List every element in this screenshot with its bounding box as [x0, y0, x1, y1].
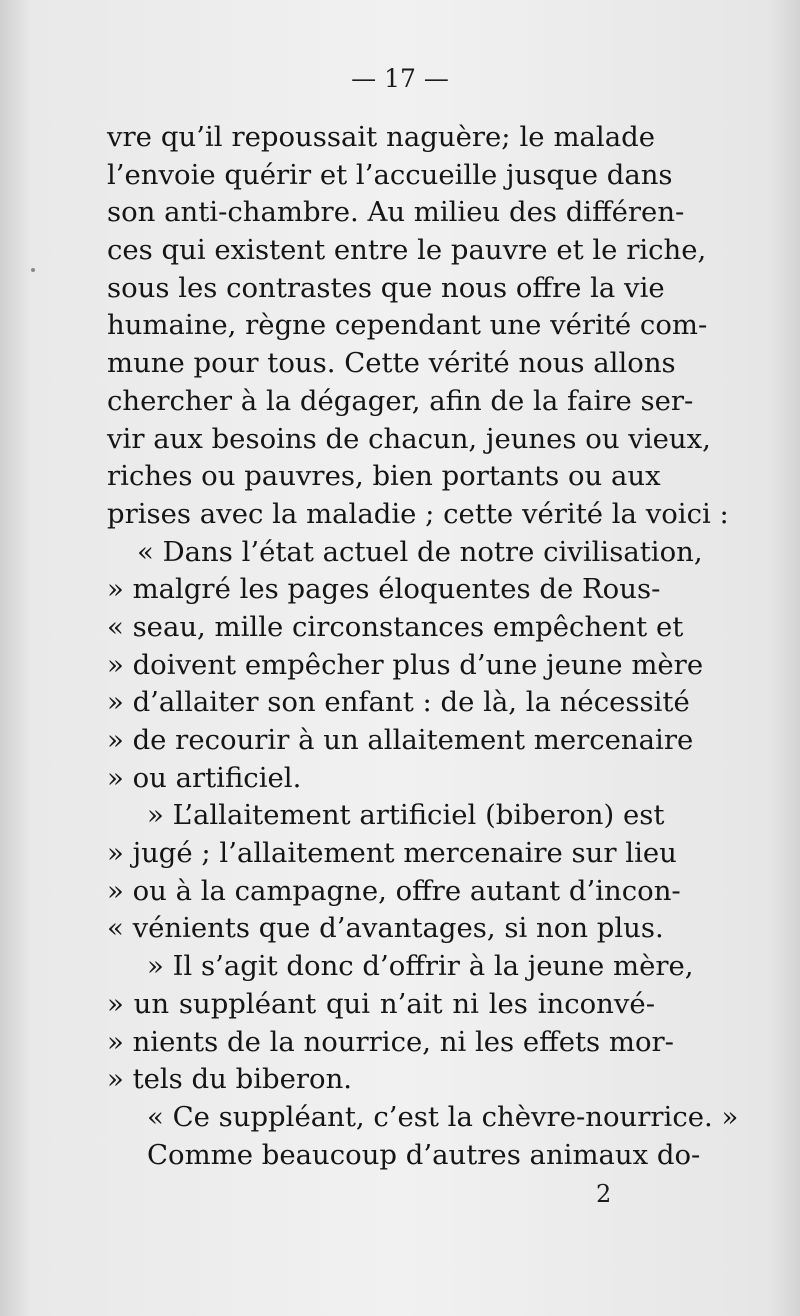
text-line: sous les contrastes que nous offre la vie: [107, 271, 665, 304]
text-line: « Dans l’état actuel de notre civilisation,: [137, 535, 703, 568]
text-line: Comme beaucoup d’autres animaux do-: [147, 1138, 701, 1171]
text-line: » d’allaiter son enfant : de là, la nécessité: [107, 686, 690, 719]
signature-mark: 2: [596, 1180, 612, 1208]
text-line: » ou artificiel.: [107, 761, 302, 794]
text-line: » malgré les pages éloquentes de Rous-: [107, 573, 661, 606]
text-line: chercher à la dégager, afin de la faire ser-: [107, 384, 694, 417]
text-line: prises avec la maladie ; cette vérité la voici :: [107, 497, 729, 530]
text-line: son anti-chambre. Au milieu des différen-: [107, 196, 685, 229]
body-text: [107, 119, 739, 1174]
text-line: riches ou pauvres, bien portants ou aux: [107, 460, 661, 493]
text-line: » L’allaitement artificiel (biberon) est: [147, 799, 665, 832]
text-line: » ou à la campagne, offre autant d’incon-: [107, 874, 681, 907]
text-line: » nients de la nourrice, ni les effets mor-: [107, 1025, 674, 1058]
text-line: » doivent empêcher plus d’une jeune mère: [107, 648, 704, 681]
text-line: vir aux besoins de chacun, jeunes ou vieux,: [107, 422, 711, 455]
text-line: « seau, mille circonstances empêchent et: [107, 610, 684, 643]
text-line: » de recourir à un allaitement mercenaire: [107, 724, 694, 756]
text-line: humaine, règne cependant une vérité com-: [107, 309, 708, 342]
text-line: ces qui existent entre le pauvre et le riche,: [107, 234, 707, 267]
text-line: mune pour tous. Cette vérité nous allons: [107, 347, 676, 380]
text-line: » tels du biberon.: [107, 1063, 353, 1096]
page-number-header: — 17 —: [351, 64, 449, 93]
text-line: » Il s’agit donc d’offrir à la jeune mère,: [147, 950, 694, 983]
paper-speck: [31, 268, 35, 272]
text-line: » jugé ; l’allaitement mercenaire sur lieu: [107, 837, 677, 870]
text-line: « vénients que d’avantages, si non plus.: [107, 912, 664, 945]
text-line: » un suppléant qui n’ait ni les inconvé-: [107, 987, 655, 1020]
text-line: l’envoie quérir et l’accueille jusque dans: [107, 158, 673, 191]
text-line: vre qu’il repoussait naguère; le malade: [107, 121, 655, 153]
text-line: « Ce suppléant, c’est la chèvre-nourrice. »: [147, 1100, 739, 1133]
